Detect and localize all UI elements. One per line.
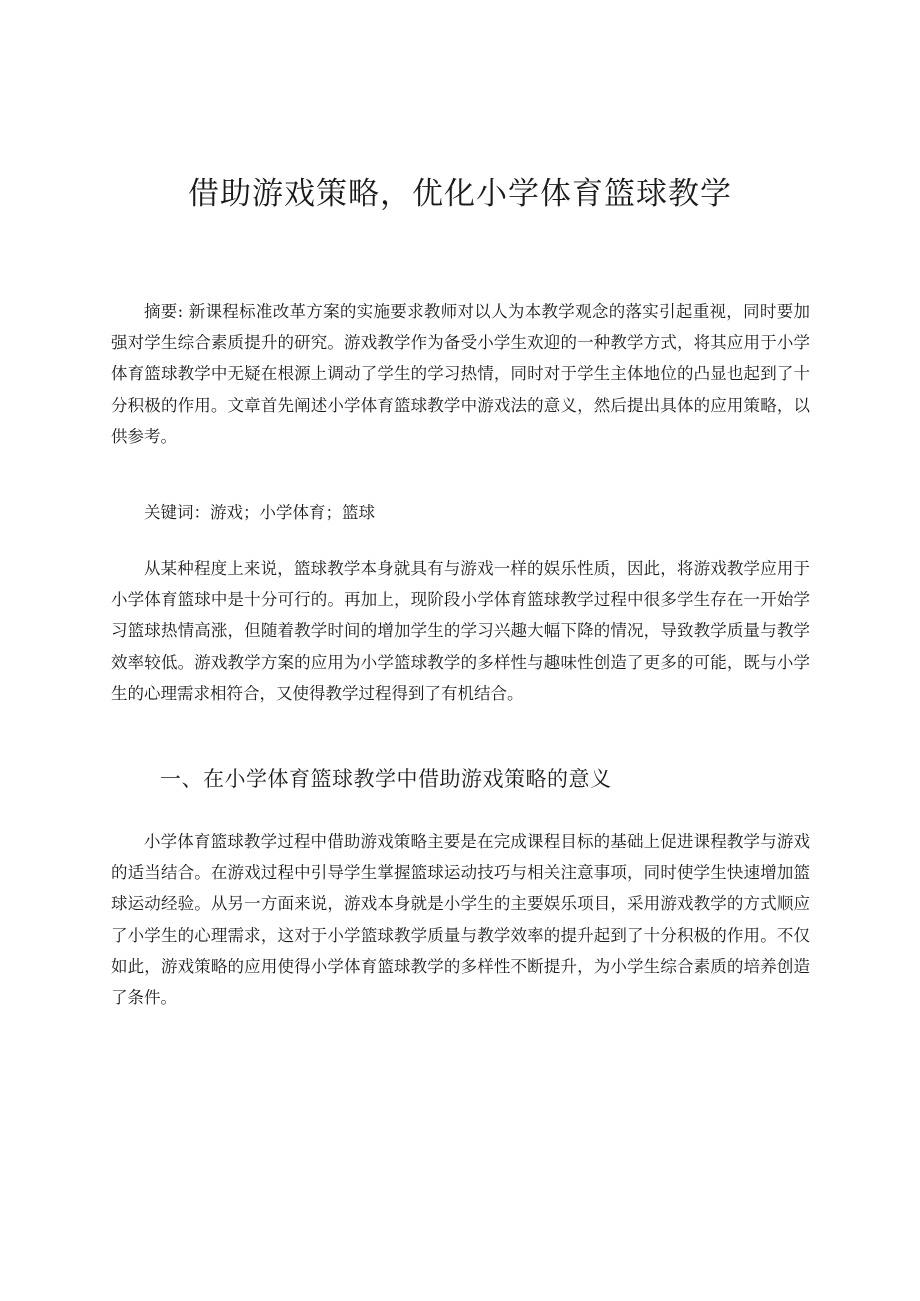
section-body-paragraph: 小学体育篮球教学过程中借助游戏策略主要是在完成课程目标的基础上促进课程教学与游戏的适当结合。在游戏过程中引导学生掌握篮球运动技巧与相关注意事项，同时使学生快速增加篮球运动经验。从另一方面来说，游戏本身就是小学生的主要娱乐项目，采用游戏教学的方式顺应了小学生的心理需求，这对于小学篮球教学质量与教学效率的提升起到了十分积极的作用。不仅如此，游戏策略的应用使得小学体育篮球教学的多样性不断提升，为小学生综合素质的培养创造了条件。	[111, 832, 810, 1008]
section-heading: 一、在小学体育篮球教学中借助游戏策略的意义	[160, 767, 612, 791]
keywords-line: 关键词：游戏；小学体育；篮球	[144, 503, 375, 522]
intro-paragraph: 从某种程度上来说，篮球教学本身就具有与游戏一样的娱乐性质，因此，将游戏教学应用于小学体育篮球中是十分可行的。再加上，现阶段小学体育篮球教学过程中很多学生存在一开始学习篮球热情高涨，但随着教学时间的增加学生的学习兴趣大幅下降的情况，导致教学质量与教学效率较低。游戏教学方案的应用为小学篮球教学的多样性与趣味性创造了更多的可能，既与小学生的心理需求相符合，又使得教学过程得到了有机结合。	[111, 559, 810, 703]
abstract-paragraph: 摘要: 新课程标准改革方案的实施要求教师对以人为本教学观念的落实引起重视，同时要加强对学生综合素质提升的研究。游戏教学作为备受小学生欢迎的一种教学方式，将其应用于小学体育篮球教学中无疑在根源上调动了学生的学习热情，同时对于学生主体地位的凸显也起到了十分积极的作用。文章首先阐述小学体育篮球教学中游戏法的意义，然后提出具体的应用策略，以供参考。	[111, 302, 810, 446]
document-title: 借助游戏策略，优化小学体育篮球教学	[188, 176, 732, 212]
